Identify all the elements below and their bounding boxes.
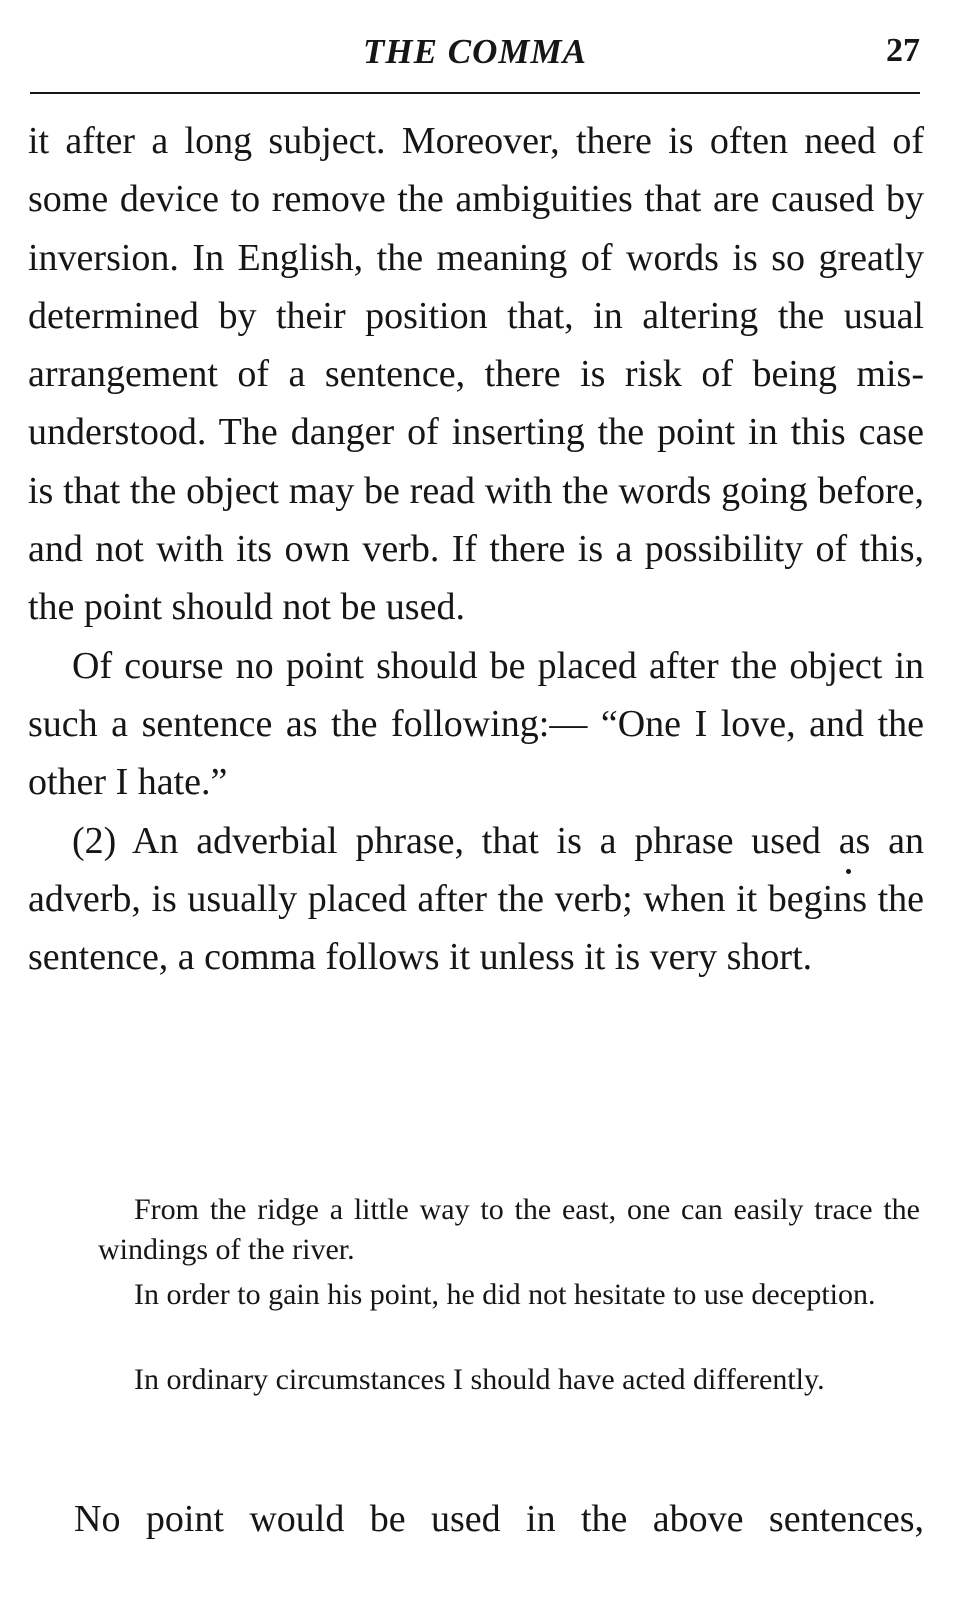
- example-sentence: In ordinary circumstances I should have acted differently.: [134, 1363, 825, 1396]
- page-number: 27: [886, 32, 920, 69]
- print-speck: [846, 869, 851, 874]
- closing-line: No point would be used in the above sentences,: [74, 1498, 924, 1540]
- paragraph-object-example: Of course no point should be placed after the object in such a sentence as the following:— “One I love, and the other I hate.”: [28, 644, 924, 804]
- example-sentence: In order to gain his point, he did not hesitate to use deception.: [134, 1278, 876, 1311]
- header-rule: [30, 92, 920, 94]
- running-head: [30, 30, 920, 80]
- example-sentence: From the ridge a little way to the east, one can easily trace the windings of the river.: [98, 1193, 920, 1266]
- paragraph-continuation: it after a long subject. Moreover, there is often need of some device to remove the ambiguities that are caused by inversion. In English, the meaning of words is so greatly determined by their position that, in altering the usual arrangement of a sentence, there is risk of being misunderstood. The danger of inserting the point in this case is that the object may be read with the words going before, and not with its own verb. If there is a possibility of this, the point should not be used.: [28, 120, 924, 629]
- paragraph-adverbial-phrase: (2) An adverbial phrase, that is a phrase used as an adverb, is usually placed after the verb; when it begins the sentence, a comma follows it unless it is very short.: [28, 819, 924, 979]
- running-title: THE COMMA: [363, 32, 587, 71]
- main-text: [28, 112, 924, 986]
